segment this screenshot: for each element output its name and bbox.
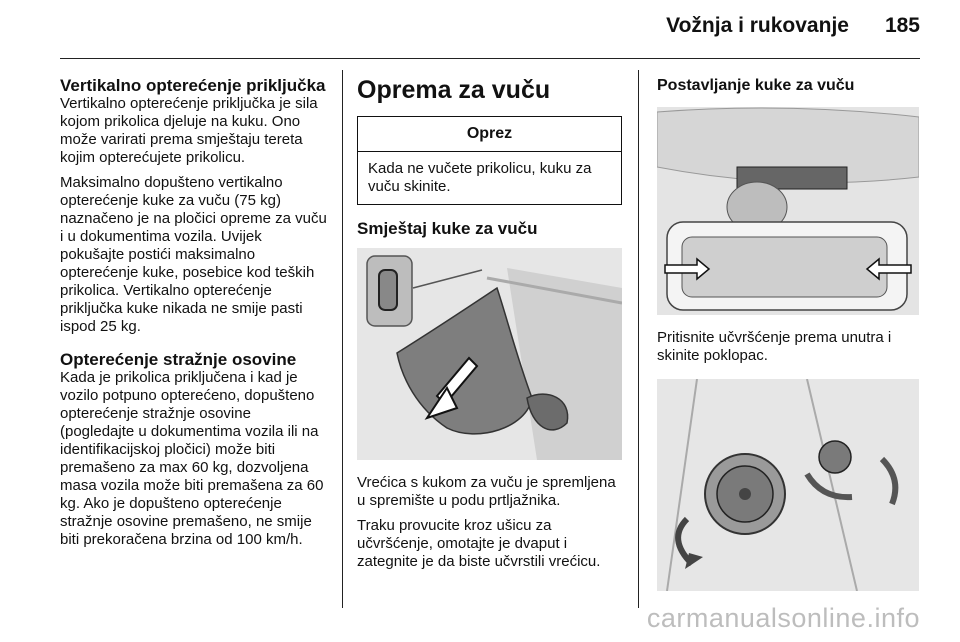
section-title: Oprema za vuču	[357, 76, 551, 104]
warning-text: Kada ne vučete prikolicu, kuku za vuču skinite.	[368, 160, 592, 195]
paragraph: Traku provucite kroz ušicu za učvršćenje, omotajte je dvaput i zategnite je da biste učvrstili vrećicu.	[357, 517, 601, 570]
column-middle	[357, 76, 622, 578]
figure-towbar-bag	[357, 248, 622, 460]
section-heading-tongue-load: Vertikalno opterećenje priključka	[60, 76, 326, 95]
column-divider	[342, 70, 343, 608]
column-left	[60, 76, 328, 556]
column-divider	[638, 70, 639, 608]
paragraph: Kada je prikolica priključena i kad je vozilo potpuno opterećeno, dopušteno opterećenje stražnje osovine (pogledajte u dokumentima vozila ili na identifikacijskoj pločici) može biti premašeno za max 60 kg, dozvoljena masa vozila može biti premašena za 60 kg. Ako je dopušteno opterećenje stražnje osovine premašeno, ne smije biti prekoračena brzina od 100 km/h.	[60, 369, 324, 548]
page-number: 185	[884, 14, 920, 37]
paragraph: Maksimalno dopušteno vertikalno opterećenje kuke za vuču (75 kg) naznačeno je na pločici opreme za vuču i u dokumentima vozila. Uvijek pokušajte postići maksimalno opterećenje kuke, posebice kod teških prikolica. Vertikalno opterećenje priključka kuke nikada ne smije pasti ispod 25 kg.	[60, 174, 327, 335]
warning-title: Oprez	[358, 117, 621, 152]
page-header	[666, 14, 920, 38]
header-title: Vožnja i rukovanje	[666, 14, 849, 37]
warning-box	[357, 116, 622, 205]
bumper-cover-illustration	[657, 107, 919, 315]
towbar-socket-illustration	[657, 379, 919, 591]
section-heading-install: Postavljanje kuke za vuču	[657, 77, 855, 94]
paragraph: Vrećica s kukom za vuču je spremljena u spremište u podu prtljažnika.	[357, 474, 616, 509]
figure-towbar-socket	[657, 379, 919, 591]
section-heading-rear-axle: Opterećenje stražnje osovine	[60, 350, 297, 369]
paragraph: Pritisnite učvršćenje prema unutra i skinite poklopac.	[657, 329, 892, 364]
header-rule	[60, 58, 920, 59]
figure-bumper-cover	[657, 107, 919, 315]
column-right	[657, 76, 922, 591]
towbar-bag-illustration	[357, 248, 622, 460]
section-heading-storage: Smještaj kuke za vuču	[357, 219, 538, 238]
paragraph: Vertikalno opterećenje priključka je sila kojom prikolica djeluje na kuku. Ono može varirati prema smještaju tereta kojim opterećujete prikolicu.	[60, 95, 318, 166]
watermark: carmanualsonline.info	[646, 603, 920, 633]
